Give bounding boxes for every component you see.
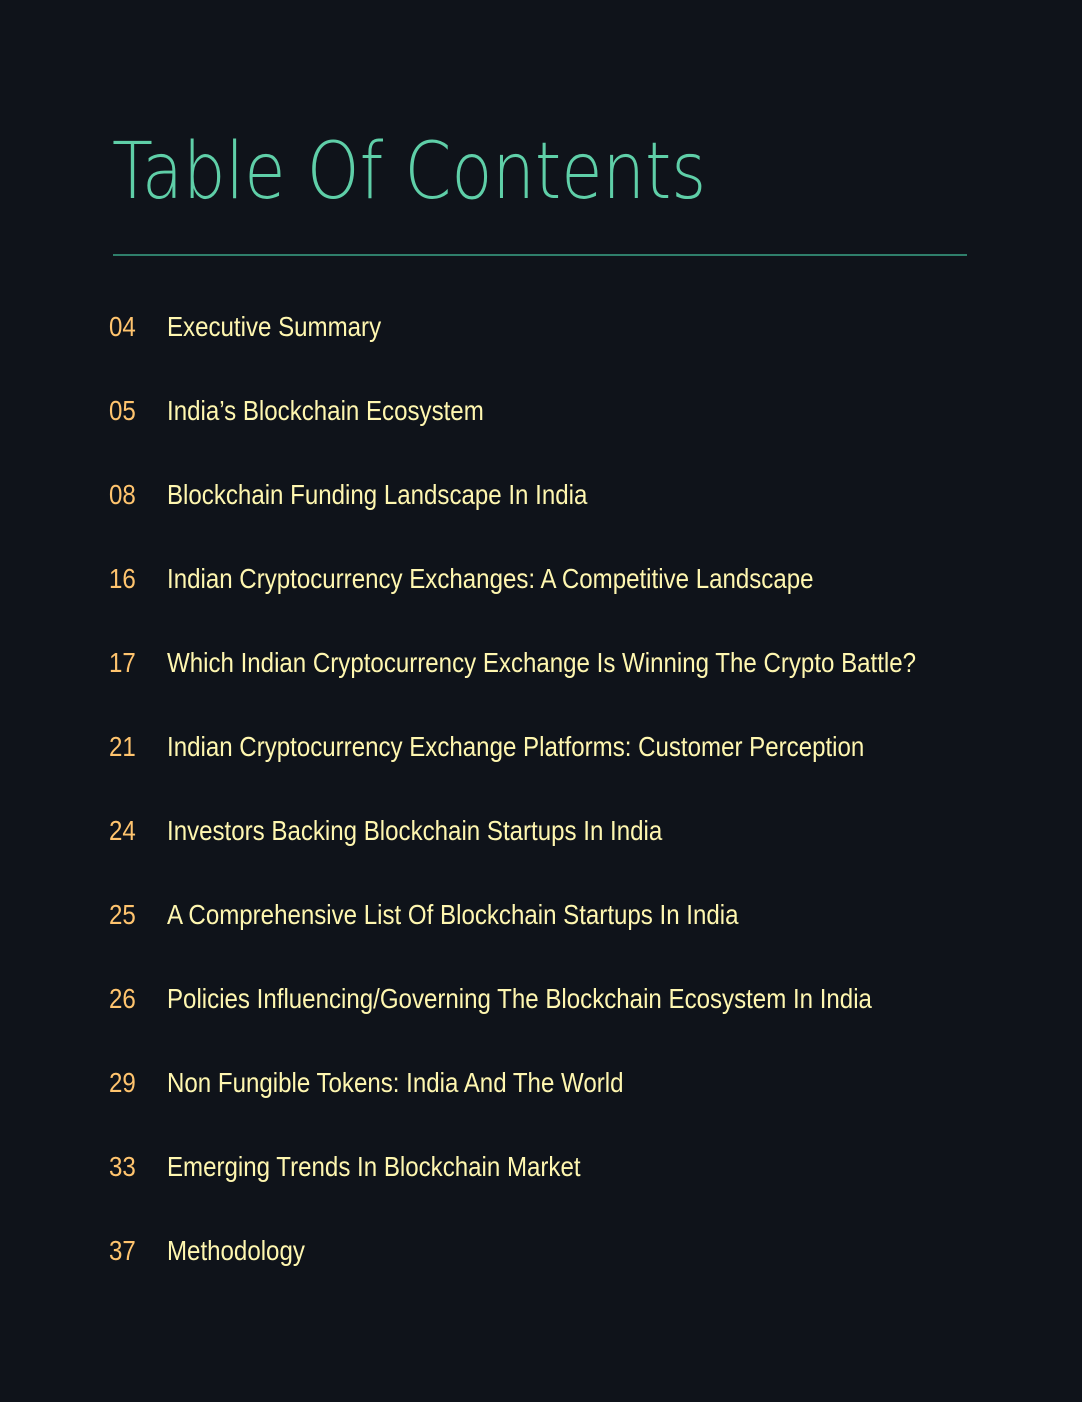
toc-entry-executive-summary[interactable] [109,307,1059,347]
toc-page-number: 04 [109,311,136,342]
toc-entry-emerging-trends[interactable] [109,1147,1059,1187]
toc-entry-title: Executive Summary [167,311,382,342]
toc-entry-startup-list[interactable] [109,895,1059,935]
toc-entry-nft[interactable] [109,1063,1059,1103]
toc-page-number: 25 [109,899,136,930]
toc-entry-funding-landscape[interactable] [109,475,1059,515]
toc-entry-methodology[interactable] [109,1231,1059,1271]
toc-entry-exchanges-competitive-landscape[interactable] [109,559,1059,599]
toc-entry-title: Emerging Trends In Blockchain Market [167,1151,581,1182]
toc-entry-customer-perception[interactable] [109,727,1059,767]
toc-page-number: 33 [109,1151,136,1182]
toc-page-number: 21 [109,731,136,762]
toc-entry-title: A Comprehensive List Of Blockchain Startups In India [167,899,739,930]
toc-entry-title: Non Fungible Tokens: India And The World [167,1067,624,1098]
toc-entry-policies[interactable] [109,979,1059,1019]
toc-entry-title: Indian Cryptocurrency Exchange Platforms: Customer Perception [167,731,865,762]
toc-entry-blockchain-ecosystem[interactable] [109,391,1059,431]
toc-entry-title: Investors Backing Blockchain Startups In India [167,815,663,846]
toc-page-number: 05 [109,395,136,426]
toc-page-number: 16 [109,563,136,594]
toc-entry-title: Which Indian Cryptocurrency Exchange Is Winning The Crypto Battle? [167,647,917,678]
toc-entry-title: Blockchain Funding Landscape In India [167,479,588,510]
toc-entry-investors[interactable] [109,811,1059,851]
toc-page-number: 29 [109,1067,136,1098]
page-title: Table Of Contents [112,127,707,217]
toc-page-number: 37 [109,1235,136,1266]
toc-page-number: 08 [109,479,136,510]
toc-entry-crypto-battle[interactable] [109,643,1059,683]
toc-page-number: 24 [109,815,136,846]
toc-entry-title: Policies Influencing/Governing The Blockchain Ecosystem In India [167,983,872,1014]
toc-page-number: 17 [109,647,136,678]
toc-entry-title: Indian Cryptocurrency Exchanges: A Competitive Landscape [167,563,814,594]
toc-entry-title: India’s Blockchain Ecosystem [167,395,484,426]
toc-page-number: 26 [109,983,136,1014]
toc-entry-title: Methodology [167,1235,305,1266]
